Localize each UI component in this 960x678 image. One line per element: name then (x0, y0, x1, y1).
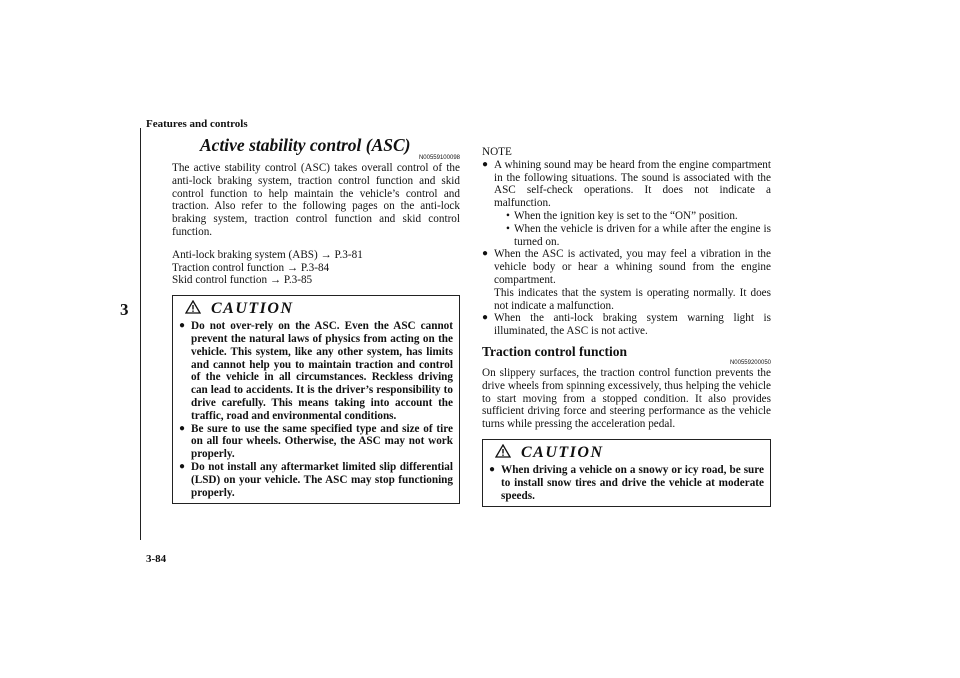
caution-item: ● Be sure to use the same specified type and size of tire on all four wheels. Otherwise, the ASC may not work properly. (179, 422, 453, 461)
warning-triangle-icon (185, 300, 201, 318)
traction-paragraph: On slippery surfaces, the traction control function prevents the drive wheels from spinning excessively, thus helping the vehicle to start moving from a stopped condition. It also provides sufficient driving force and steering performance as the vehicle turns while pressing the acceleration pedal. (482, 366, 771, 431)
running-header: Features and controls (146, 118, 248, 130)
intro-paragraph: The active stability control (ASC) takes overall control of the anti-lock braking system, traction control function and skid control function to help maintain the vehicle’s control and traction. Also refer to the following pages on the anti-lock braking system, traction control function and skid control function. (172, 162, 460, 238)
caution-item: ● When driving a vehicle on a snowy or icy road, be sure to install snow tires and drive the vehicle at moderate speeds. (489, 463, 764, 502)
caution-item: ● Do not over-rely on the ASC. Even the ASC cannot prevent the natural laws of physics from acting on the vehicle. This system, like any other system, has limits and cannot help you to maintain traction and control of the vehicle in all circumstances. Reckless driving can lead to accidents. It is the driver’s responsibility to drive carefully. This means taking into account the traffic, road and environmental conditions. (179, 320, 453, 422)
bullet-icon: ● (179, 460, 186, 472)
note-item: ● A whining sound may be heard from the engine compartment in the following situations. The sound is associated with the ASC self-check operations. It does not indicate a malfunction. • When the ignition key is set to the “ON” position. • When the vehicle is driven for a while after the engine is turned on. (482, 158, 771, 248)
bullet-icon: ● (482, 158, 489, 170)
ref-traction[interactable]: Traction control function → P.3-84 (172, 261, 330, 274)
bullet-icon: ● (482, 248, 489, 260)
ref-skid[interactable]: Skid control function → P.3-85 (172, 274, 313, 287)
caution-box-asc (172, 295, 460, 504)
right-column (482, 146, 771, 507)
note-sub-item: • When the vehicle is driven for a while after the engine is turned on. (506, 222, 771, 248)
ref-abs[interactable]: Anti-lock braking system (ABS) → P.3-81 (172, 248, 363, 261)
caution-item: ● Do not install any aftermarket limited slip differential (LSD) on your vehicle. The ASC may stop functioning properly. (179, 460, 453, 499)
bullet-icon: ● (489, 463, 496, 475)
section-title: Active stability control (ASC) (200, 135, 411, 155)
caution-header (495, 442, 764, 464)
page-number: 3-84 (146, 553, 167, 565)
bullet-icon: ● (179, 422, 186, 434)
chapter-tab: 3 (120, 300, 129, 319)
note-item: ● When the anti-lock braking system warning light is illuminated, the ASC is not active. (482, 312, 771, 338)
note-label: NOTE (482, 146, 512, 158)
note-sub-item: • When the ignition key is set to the “ON” position. (506, 209, 738, 222)
note-item: ● When the ASC is activated, you may feel a vibration in the vehicle body or hear a whining sound from the engine compartment. This indicates that the system is operating normally. It does not indicate a malfunction. (482, 248, 771, 312)
subsection-code: N00559200050 (729, 359, 771, 366)
subsection-title: Traction control function (482, 343, 627, 359)
caution-header (185, 298, 453, 320)
margin-rule (140, 128, 141, 540)
caution-box-traction (482, 439, 771, 507)
warning-triangle-icon (495, 444, 511, 462)
bullet-icon: ● (179, 320, 186, 332)
caution-label: CAUTION (521, 443, 604, 461)
left-column (172, 135, 460, 504)
bullet-icon: ● (482, 312, 489, 324)
caution-label: CAUTION (211, 299, 294, 317)
section-code: N00559100098 (418, 155, 460, 161)
